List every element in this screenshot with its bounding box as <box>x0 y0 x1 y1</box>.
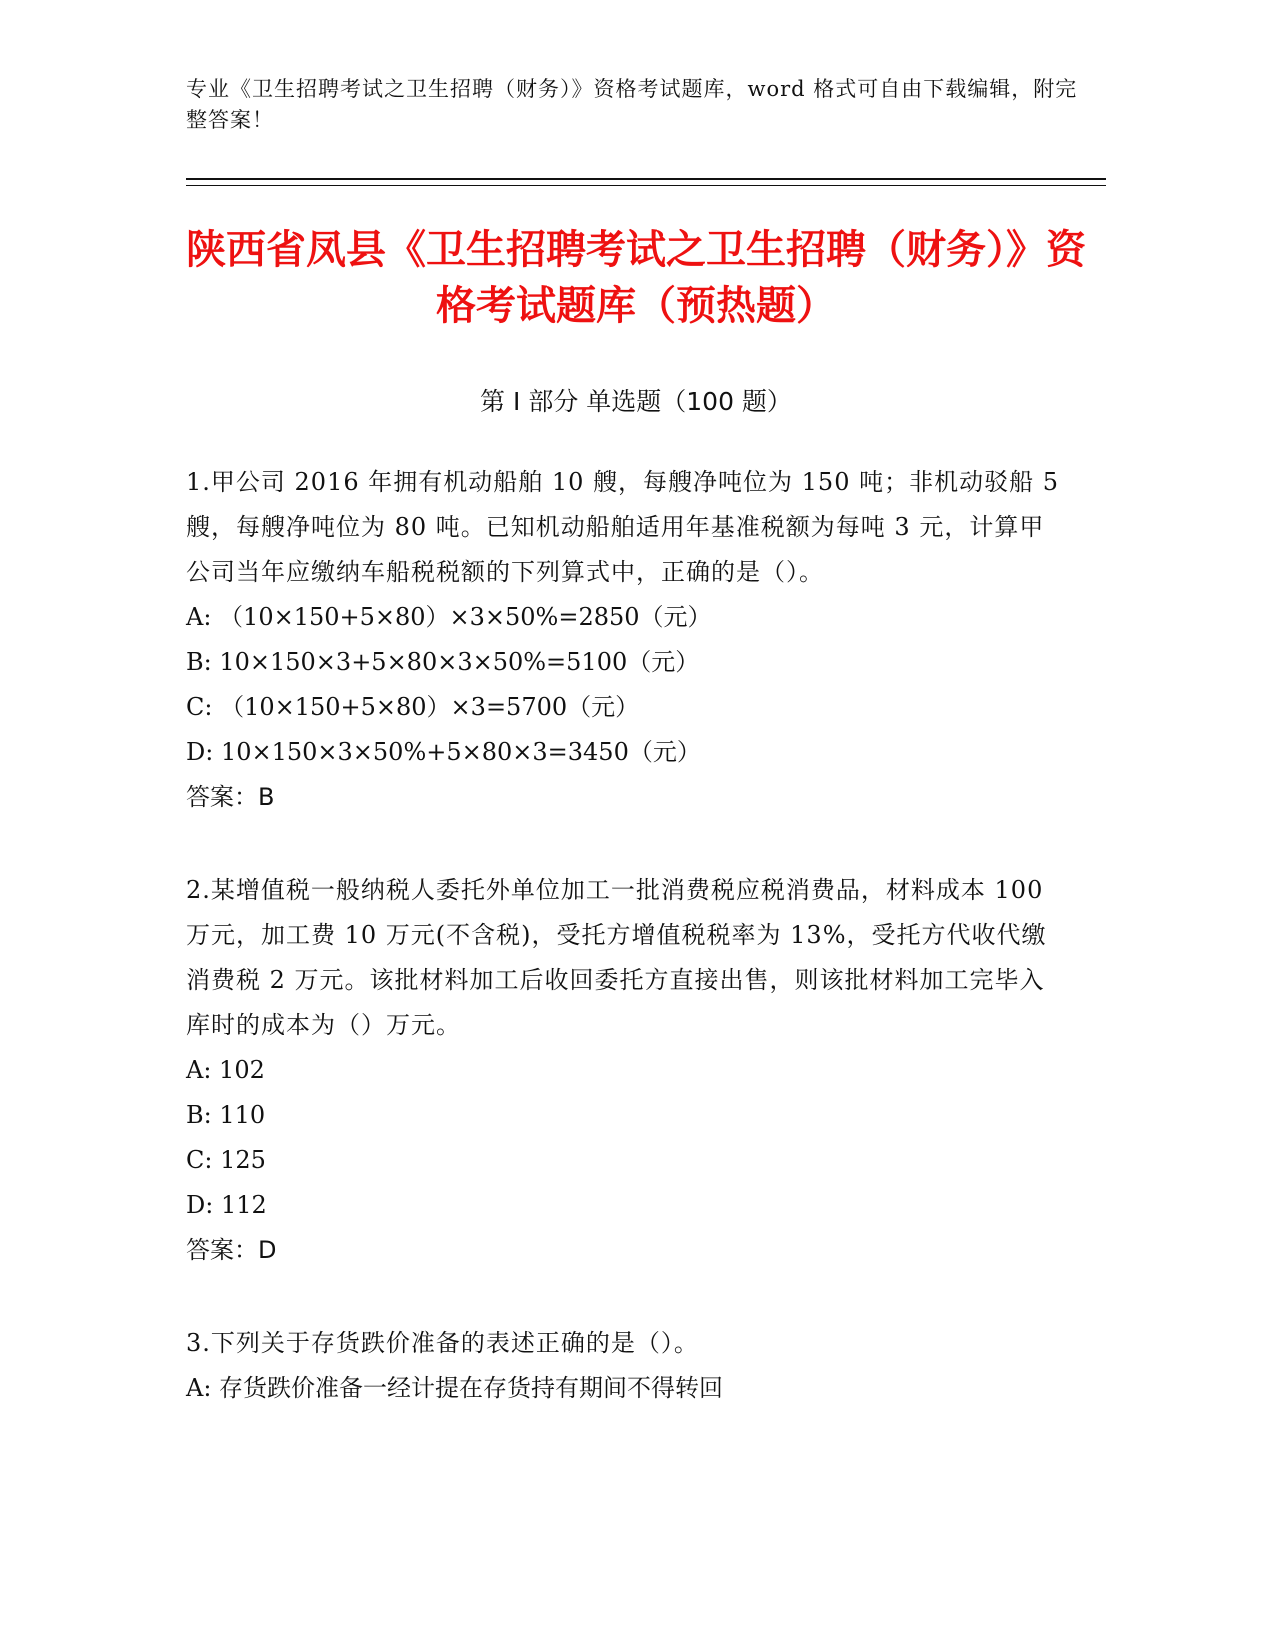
answer: 答案：B <box>186 783 275 811</box>
option-c: C: 125 <box>186 1146 266 1174</box>
question-2 <box>186 868 1066 1273</box>
header-divider-thin <box>186 185 1106 186</box>
header-note: 专业《卫生招聘考试之卫生招聘（财务）》资格考试题库，word 格式可自由下载编辑，附完整答案！ <box>186 77 1078 132</box>
question-text: 1.甲公司 2016 年拥有机动船舶 10 艘，每艘净吨位为 150 吨；非机动驳船 5 艘，每艘净吨位为 80 吨。已知机动船舶适用年基准税额为每吨 3 元，计算甲公司当年应缴纳车船税税额的下列算式中，正确的是（）。 <box>186 468 1059 586</box>
question-3 <box>186 1321 1066 1411</box>
question-1 <box>186 460 1066 820</box>
option-b: B: 10×150×3+5×80×3×50%=5100（元） <box>186 648 700 676</box>
answer: 答案：D <box>186 1236 277 1264</box>
question-gap <box>186 1273 1066 1321</box>
option-a: A: （10×150+5×80）×3×50%=2850（元） <box>186 603 712 631</box>
option-d: D: 112 <box>186 1191 267 1219</box>
document-title: 陕西省凤县《卫生招聘考试之卫生招聘（财务）》资格考试题库（预热题） <box>186 227 1086 329</box>
question-gap <box>186 820 1066 868</box>
question-list <box>186 460 1066 1411</box>
question-text: 3.下列关于存货跌价准备的表述正确的是（）。 <box>186 1329 699 1357</box>
option-c: C: （10×150+5×80）×3=5700（元） <box>186 693 640 721</box>
option-a: A: 存货跌价准备一经计提在存货持有期间不得转回 <box>186 1374 724 1402</box>
question-text: 2.某增值税一般纳税人委托外单位加工一批消费税应税消费品，材料成本 100 万元，加工费 10 万元(不含税)，受托方增值税税率为 13%，受托方代收代缴消费税 2 万元。该批材料加工后收回委托方直接出售，则该批材料加工完毕入库时的成本为（）万元。 <box>186 876 1047 1039</box>
option-d: D: 10×150×3×50%+5×80×3=3450（元） <box>186 738 701 766</box>
option-a: A: 102 <box>186 1056 265 1084</box>
option-b: B: 110 <box>186 1101 266 1129</box>
section-heading: 第 I 部分 单选题（100 题） <box>480 387 792 416</box>
header-divider-thick <box>186 178 1106 180</box>
